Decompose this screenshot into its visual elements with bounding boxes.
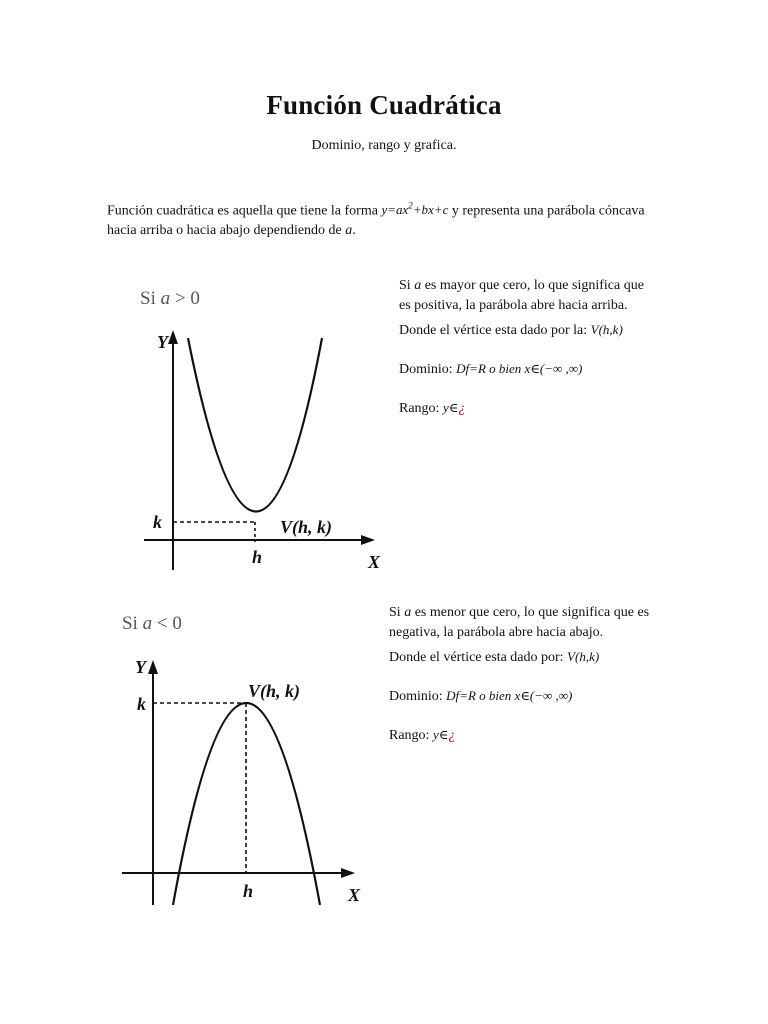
formula-exponent: 2 (408, 201, 413, 211)
negative-vertex-line: Donde el vértice esta dado por: V(h,k) (389, 649, 600, 665)
positive-explanation: Si a es mayor que cero, lo que significa que es positiva, la parábola abre hacia arriba. (399, 278, 644, 313)
intro-text-before: Función cuadrática es aquella que tiene la forma (107, 203, 378, 219)
k-label: k (137, 694, 146, 714)
formula-base: y=ax (381, 202, 409, 218)
vertex-label: V(h, k) (280, 517, 333, 537)
x-axis-arrow-icon (361, 535, 375, 545)
formula-rest: +bx+c (412, 202, 449, 218)
graph-positive-title: Si a > 0 (140, 288, 200, 309)
intro-paragraph (107, 196, 667, 241)
negative-vertex-formula: V(h,k) (567, 649, 600, 664)
positive-range-glyph: ¿ (458, 401, 466, 416)
h-label: h (242, 881, 254, 901)
description-positive (399, 276, 649, 419)
positive-range-line: Rango: y∈¿ (399, 400, 466, 416)
y-axis-arrow-icon (148, 660, 158, 674)
negative-explanation: Si a es menor que cero, lo que significa que es negativa, la parábola abre hacia abajo. (389, 605, 650, 640)
positive-vertex-formula: V(h,k) (590, 322, 623, 337)
negative-domain-formula: Df=R o bien x∈(−∞ ,∞) (446, 688, 573, 703)
y-axis-label: Y (135, 657, 146, 677)
x-axis-arrow-icon (341, 868, 355, 878)
page-title: Función Cuadrática (266, 90, 502, 120)
negative-range-line: Rango: y∈¿ (389, 727, 456, 743)
graph-negative (110, 605, 380, 915)
positive-vertex-line: Donde el vértice esta dado por la: V(h,k) (399, 322, 623, 338)
negative-range-glyph: ¿ (448, 728, 456, 743)
vertex-label: V(h, k) (248, 681, 301, 701)
intro-formula (381, 202, 448, 217)
k-label: k (153, 512, 162, 532)
y-axis-label: Y (157, 332, 168, 352)
parabola-up (188, 338, 322, 512)
description-negative (389, 603, 679, 746)
graph-negative-title: Si a < 0 (122, 613, 182, 634)
intro-text-after: y representa una parábola cóncava hacia arriba o hacia abajo dependiendo de (107, 203, 645, 239)
negative-domain-line: Dominio: Df=R o bien x∈(−∞ ,∞) (389, 688, 573, 704)
positive-domain-formula: Df=R o bien x∈(−∞ ,∞) (456, 361, 583, 376)
y-axis-arrow-icon (168, 330, 178, 344)
page-subtitle: Dominio, rango y grafica. (311, 138, 457, 153)
positive-domain-line: Dominio: Df=R o bien x∈(−∞ ,∞) (399, 361, 583, 377)
h-label: h (251, 547, 263, 567)
x-axis-label: X (348, 885, 361, 905)
x-axis-label: X (368, 552, 381, 572)
intro-variable: a (345, 223, 353, 239)
intro-period: . (352, 223, 356, 239)
graph-positive (130, 280, 390, 580)
